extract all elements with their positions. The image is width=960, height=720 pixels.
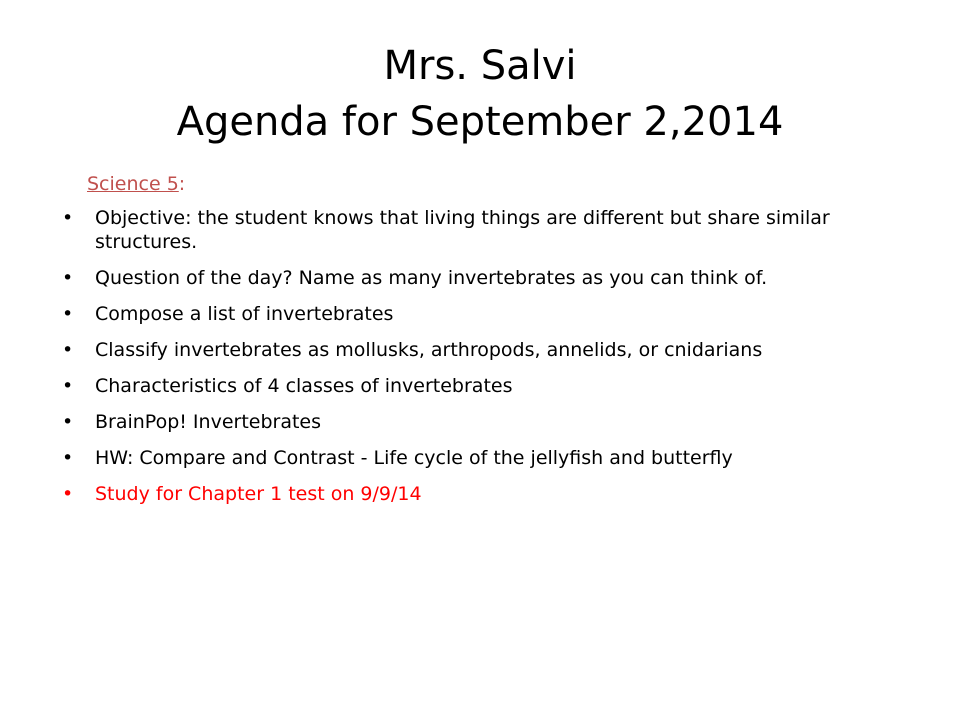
section-link-science-5[interactable]: Science 5 (87, 173, 179, 195)
bullet-icon: • (62, 267, 74, 289)
bullet-icon: • (62, 411, 74, 433)
agenda-item-text: Classify invertebrates as mollusks, arthropods, annelids, or cnidarians (95, 339, 763, 361)
agenda-item-text: HW: Compare and Contrast - Life cycle of the jellyfish and butterfly (95, 447, 733, 469)
slide-body (62, 170, 912, 518)
bullet-icon: • (62, 207, 74, 229)
bullet-icon: • (62, 303, 74, 325)
bullet-icon: • (62, 375, 74, 397)
agenda-item-text: Objective: the student knows that living things are different but share similar structures. (95, 207, 830, 253)
agenda-item-question-of-the-day (62, 266, 912, 290)
agenda-item-brainpop (62, 410, 912, 434)
title-line-teacher: Mrs. Salvi (383, 43, 577, 89)
agenda-item-homework (62, 446, 912, 470)
agenda-list (62, 206, 912, 506)
section-colon: : (178, 173, 186, 195)
agenda-item-text: Compose a list of invertebrates (95, 303, 394, 325)
agenda-item-objective (62, 206, 912, 254)
agenda-item-compose-list (62, 302, 912, 326)
agenda-item-text: Characteristics of 4 classes of invertebrates (95, 375, 513, 397)
section-heading (87, 170, 912, 198)
bullet-icon: • (62, 447, 74, 469)
bullet-icon: • (62, 339, 74, 361)
agenda-item-study-test (62, 482, 912, 506)
agenda-item-text: Study for Chapter 1 test on 9/9/14 (95, 483, 422, 505)
agenda-item-characteristics (62, 374, 912, 398)
agenda-item-text: BrainPop! Invertebrates (95, 411, 322, 433)
agenda-item-classify (62, 338, 912, 362)
slide-title (0, 38, 960, 150)
agenda-item-text: Question of the day? Name as many invertebrates as you can think of. (95, 267, 768, 289)
title-line-agenda-date: Agenda for September 2,2014 (176, 99, 784, 145)
bullet-icon: • (62, 483, 74, 505)
